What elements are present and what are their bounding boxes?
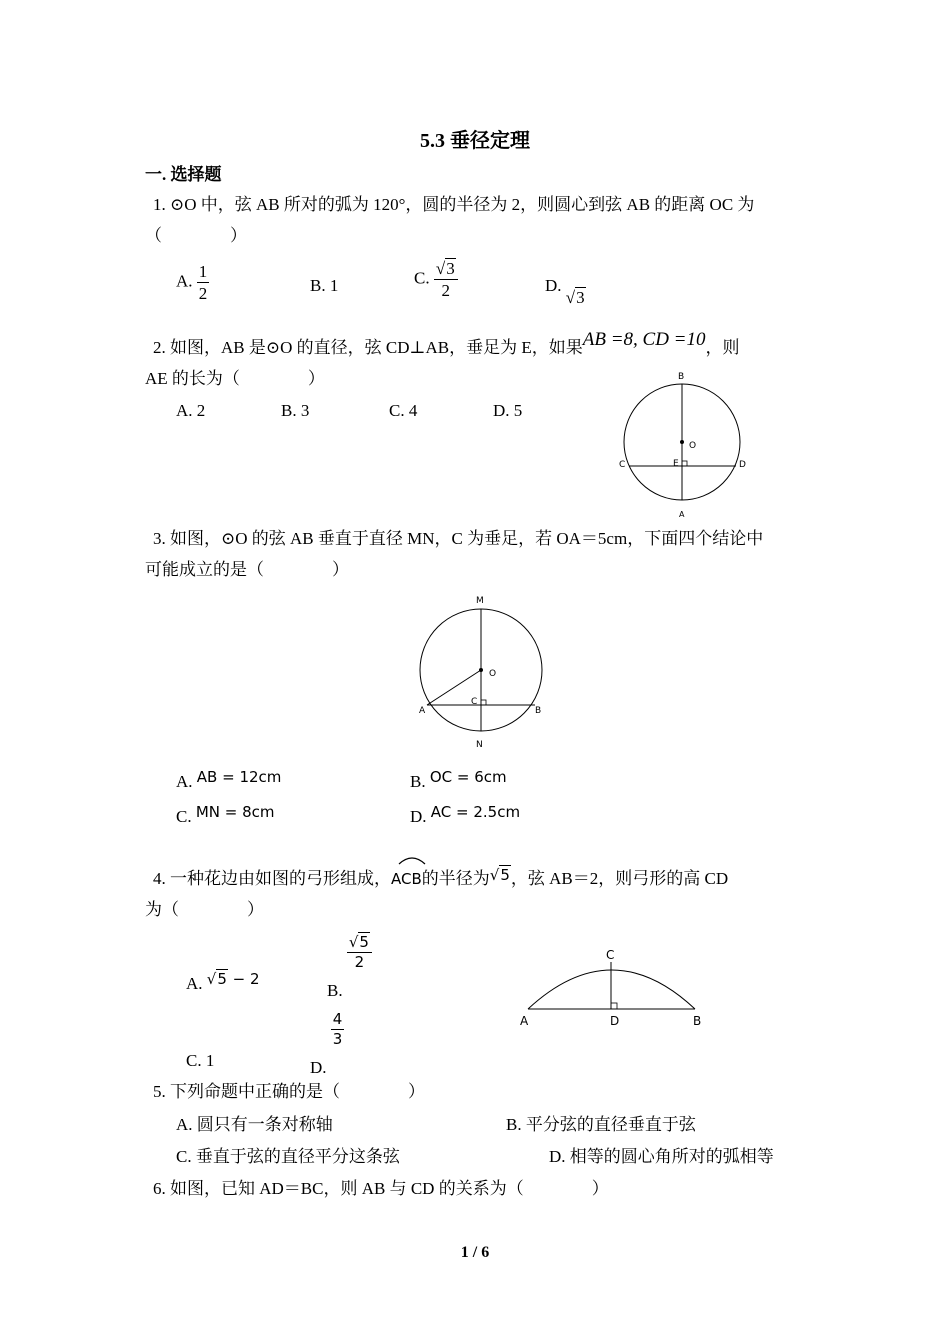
q1-option-d-label: D. [545, 276, 562, 295]
q2-option-d[interactable]: D. 5 [493, 401, 523, 420]
q3-figure [408, 590, 558, 752]
q3-label-o: O [489, 669, 497, 679]
q1-option-c-label: C. [414, 268, 430, 288]
q3-label-n: N [476, 740, 483, 750]
q5-text: 5. 下列命题中正确的是（ ） [153, 1082, 425, 1101]
q4-label-a: A [520, 1014, 529, 1028]
q2-option-b[interactable]: B. 3 [281, 401, 310, 420]
q4-option-a-label: A. [186, 974, 203, 993]
q4-a-expr: √5 − 2 [206, 970, 260, 988]
q1-option-a[interactable] [176, 263, 209, 302]
q3-label-c: C [471, 697, 478, 707]
q4-line2: 为（ ） [145, 900, 264, 919]
section-heading: 一. 选择题 [145, 165, 222, 184]
q3-label-b: B [535, 706, 542, 716]
q3-option-b-value: OC = 6cm [429, 768, 507, 786]
q4-radical: √5 [489, 866, 510, 884]
q4-text: 4. 一种花边由如图的弓形组成， ACB的半径为√5，弦 AB＝2，则弓形的高 CD [153, 867, 728, 891]
q3-line1: 3. 如图，⊙O 的弦 AB 垂直于直径 MN，C 为垂足，若 OA＝5cm，下面四个结论中 [153, 529, 764, 548]
q2-label-e: E [673, 459, 679, 469]
q6-text: 6. 如图，已知 AD＝BC，则 AB 与 CD 的关系为（ ） [153, 1179, 609, 1198]
page-title: 5.3 垂径定理 [420, 130, 530, 152]
q4-option-b[interactable] [327, 933, 372, 1001]
q1-d-radical: √3 [565, 288, 585, 307]
q3-label-a: A [419, 706, 426, 716]
q5-option-a[interactable]: A. 圆只有一条对称轴 [176, 1115, 333, 1134]
q2-label-a: A [679, 510, 685, 519]
q3-option-b[interactable]: B. OC = 6cm [410, 768, 507, 791]
q4-option-c[interactable]: C. 1 [186, 1051, 215, 1070]
q1-option-c[interactable] [414, 260, 458, 299]
q4-b-fraction: $\frac{√5}{2}$ [347, 935, 372, 970]
q2-label-b: B [678, 372, 685, 382]
q2-label-d: D [739, 460, 746, 470]
q3-option-c[interactable]: C. MN = 8cm [176, 803, 275, 826]
q1-option-d[interactable] [545, 276, 586, 307]
q2-label-o: O [689, 441, 697, 451]
page-number: 1 / 6 [460, 1244, 490, 1261]
q1-option-b[interactable]: B. 1 [310, 276, 339, 295]
q2-option-a[interactable]: A. 2 [176, 401, 206, 420]
q3-line2: 可能成立的是（ ） [145, 560, 349, 579]
q2-figure [612, 368, 762, 520]
q5-option-d[interactable]: D. 相等的圆心角所对的弧相等 [549, 1147, 774, 1166]
q4-label-d: D [610, 1014, 620, 1028]
q4-label-b: B [693, 1014, 702, 1028]
q4-option-d-label: D. [310, 1058, 327, 1078]
q2-formula: AB =8, CD =10 [582, 329, 706, 350]
q4-option-b-label: B. [327, 981, 343, 1001]
q3-option-a-value: AB = 12cm [196, 768, 282, 786]
q4-label-c: C [606, 948, 615, 962]
q2-text: 2. 如图，AB 是⊙O 的直径，弦 CD⊥AB，垂足为 E，如果AB =8, CD =10，则 [153, 329, 740, 357]
q1-c-fraction: $\frac{√3}{2}$ [434, 260, 458, 299]
q5-option-c[interactable]: C. 垂直于弦的直径平分这条弦 [176, 1147, 400, 1166]
q2-line2: AE 的长为（ ） [145, 369, 325, 388]
q4-arc-symbol [397, 855, 427, 865]
q4-figure [510, 943, 710, 1031]
q2-option-c[interactable]: C. 4 [389, 401, 418, 420]
q5-option-b[interactable]: B. 平分弦的直径垂直于弦 [506, 1115, 696, 1134]
q1-text: 1. ⊙O 中，弦 AB 所对的弧为 120°，圆的半径为 2，则圆心到弦 AB 的距离 OC 为 [153, 195, 755, 214]
q1-option-a-label: A. [176, 271, 193, 291]
q4-d-fraction: $\frac{4}{3}$ [332, 1010, 343, 1048]
q4-option-a[interactable] [186, 970, 260, 994]
q3-label-m: M [476, 596, 484, 606]
q3-option-c-value: MN = 8cm [195, 803, 275, 821]
q1-paren: （ ） [145, 226, 247, 245]
q3-option-d[interactable]: D. AC = 2.5cm [410, 803, 521, 826]
q2-label-c: C [619, 460, 626, 470]
q3-option-a[interactable]: A. AB = 12cm [176, 768, 282, 791]
q1-a-fraction: $\frac{1}{2}$ [198, 262, 208, 303]
q4-arc-acb: ACB [391, 867, 422, 891]
q3-option-d-value: AC = 2.5cm [430, 803, 521, 821]
q4-option-d[interactable] [310, 1010, 344, 1078]
